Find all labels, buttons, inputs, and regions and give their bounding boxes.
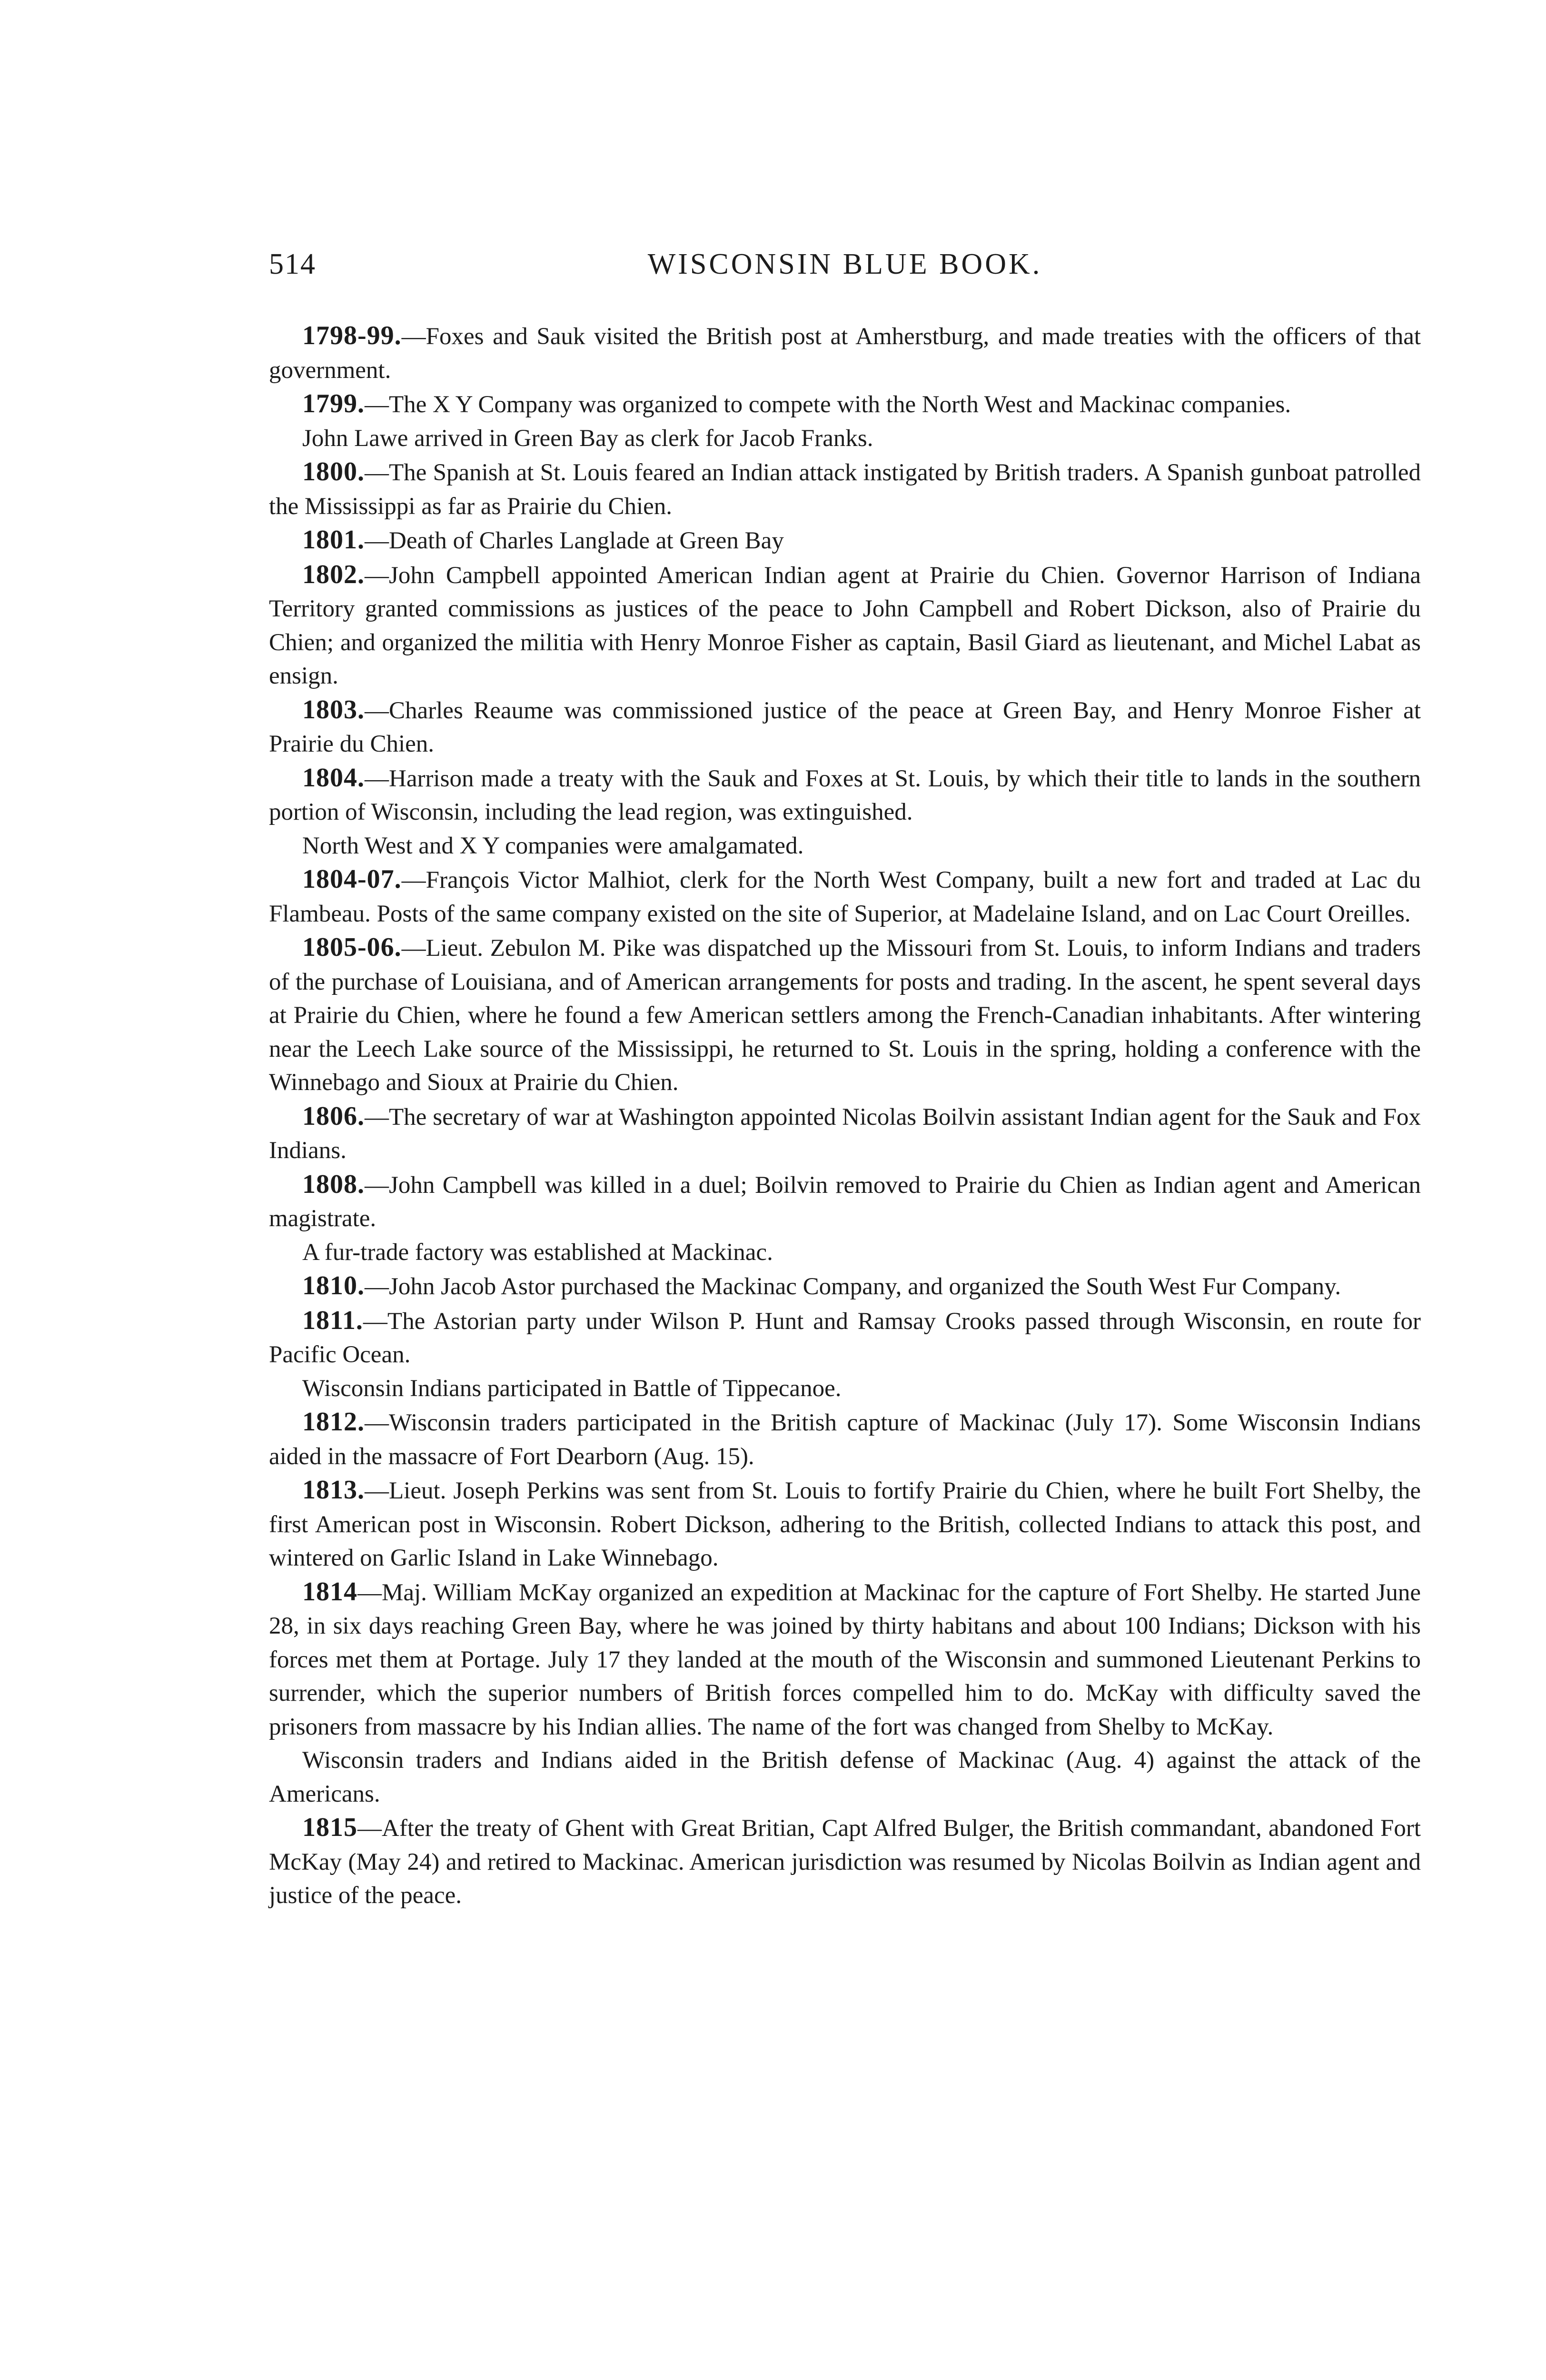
entry-text: —The secretary of war at Washington appointed Nicolas Boilvin assistant Indian agent for the Sauk and Fox Indians.	[269, 1103, 1421, 1164]
entry-text: —Harrison made a treaty with the Sauk and Foxes at St. Louis, by which their title to lands in the southern portion of Wisconsin, including the lead region, was extinguished.	[269, 765, 1421, 825]
entry-1804-companies	[269, 829, 1421, 863]
entry-text: —Lieut. Zebulon M. Pike was dispatched up the Missouri from St. Louis, to inform Indians and traders of the purchase of Louisiana, and of American arrangements for posts and trading. In the ascent, he spent several days at Prairie du Chien, where he found a few American settlers among the French-Canadian inhabitants. After wintering near the Leech Lake source of the Mississippi, he returned to St. Louis in the spring, holding a conference with the Winnebago and Sioux at Prairie du Chien.	[269, 935, 1421, 1096]
entry-text: —The Astorian party under Wilson P. Hunt and Ramsay Crooks passed through Wisconsin, en route for Pacific Ocean.	[269, 1308, 1421, 1368]
entry-year: 1805-06.	[302, 932, 402, 962]
entry-text: A fur-trade factory was established at Mackinac.	[302, 1239, 773, 1266]
entry-text: —The X Y Company was organized to compete with the North West and Mackinac companies.	[365, 391, 1291, 418]
running-head	[269, 248, 1421, 290]
entry-1808	[269, 1168, 1421, 1236]
entry-year: 1815	[302, 1813, 357, 1842]
entry-year: 1813.	[302, 1475, 365, 1505]
entry-1806	[269, 1100, 1421, 1168]
entry-text: —Wisconsin traders participated in the British capture of Mackinac (July 17). Some Wisconsin Indians aided in the massacre of Fort Dearborn (Aug. 15).	[269, 1409, 1421, 1470]
entry-year: 1812.	[302, 1407, 365, 1437]
entry-text: John Lawe arrived in Green Bay as clerk for Jacob Franks.	[302, 425, 873, 452]
entry-text: —John Campbell appointed American Indian agent at Prairie du Chien. Governor Harrison of Indiana Territory granted commissions as justices of the peace to John Campbell and Robert Dickson, also of Prairie du Chien; and organized the militia with Henry Monroe Fisher as captain, Basil Giard as lieutenant, and Michel Labat as ensign.	[269, 562, 1421, 689]
entry-text: —John Campbell was killed in a duel; Boilvin removed to Prairie du Chien as Indian agent and American magistrate.	[269, 1171, 1421, 1232]
entry-text: —Death of Charles Langlade at Green Bay	[365, 527, 784, 554]
entry-1813	[269, 1473, 1421, 1575]
entry-year: 1804.	[302, 763, 365, 793]
entry-1804	[269, 761, 1421, 829]
entry-text: —After the treaty of Ghent with Great Britian, Capt Alfred Bulger, the British commandant, abandoned Fort McKay (May 24) and retired to Mackinac. American jurisdiction was resumed by Nicolas Boilvin as Indian agent and justice of the peace.	[269, 1815, 1421, 1909]
entry-year: 1800.	[302, 457, 365, 486]
entry-1800	[269, 455, 1421, 523]
entry-year: 1802.	[302, 559, 365, 589]
entry-text: —Charles Reaume was commissioned justice of the peace at Green Bay, and Henry Monroe Fisher at Prairie du Chien.	[269, 697, 1421, 757]
entry-1802	[269, 558, 1421, 693]
entry-1799-lawe	[269, 422, 1421, 456]
entry-text: Wisconsin traders and Indians aided in the British defense of Mackinac (Aug. 4) against the attack of the Americans.	[269, 1747, 1421, 1807]
entry-1812	[269, 1405, 1421, 1473]
entry-1815	[269, 1811, 1421, 1913]
entry-1811-tippecanoe	[269, 1372, 1421, 1406]
page-number: 514	[269, 248, 316, 280]
entry-1801	[269, 523, 1421, 558]
entry-1803	[269, 693, 1421, 761]
entry-year: 1806.	[302, 1101, 365, 1131]
entry-year: 1810.	[302, 1271, 365, 1300]
entry-1811	[269, 1304, 1421, 1372]
chronology-text	[269, 319, 1421, 1913]
entry-text: —François Victor Malhiot, clerk for the North West Company, built a new fort and traded at Lac du Flambeau. Posts of the same company existed on the site of Superior, at Madelaine Island, and on Lac Court Oreilles.	[269, 867, 1421, 927]
entry-text: Wisconsin Indians participated in Battle of Tippecanoe.	[302, 1375, 842, 1402]
entry-text: —John Jacob Astor purchased the Mackinac Company, and organized the South West Fur Company.	[365, 1273, 1341, 1300]
entry-text: North West and X Y companies were amalgamated.	[302, 832, 804, 859]
entry-year: 1803.	[302, 694, 365, 724]
entry-1799	[269, 387, 1421, 422]
entry-text: —Lieut. Joseph Perkins was sent from St. Louis to fortify Prairie du Chien, where he built Fort Shelby, the first American post in Wisconsin. Robert Dickson, adhering to the British, collected Indians to attack this post, and wintered on Garlic Island in Lake Winnebago.	[269, 1478, 1421, 1571]
entry-1814-defense	[269, 1744, 1421, 1811]
entry-text: —Foxes and Sauk visited the British post at Amherstburg, and made treaties with the officers of that government.	[269, 323, 1421, 384]
entry-1804-07	[269, 863, 1421, 931]
entry-year: 1798-99.	[302, 321, 402, 350]
entry-1810	[269, 1269, 1421, 1304]
entry-year: 1808.	[302, 1169, 365, 1199]
entry-1814	[269, 1575, 1421, 1744]
entry-year: 1801.	[302, 525, 365, 555]
page	[269, 248, 1421, 1913]
entry-year: 1799.	[302, 389, 365, 418]
entry-1808-factory	[269, 1236, 1421, 1269]
entry-1805-06	[269, 931, 1421, 1100]
entry-text: —The Spanish at St. Louis feared an Indian attack instigated by British traders. A Spanish gunboat patrolled the Mississippi as far as Prairie du Chien.	[269, 459, 1421, 520]
entry-year: 1804-07.	[302, 864, 402, 894]
entry-year: 1811.	[302, 1305, 363, 1335]
entry-year: 1814	[302, 1577, 357, 1606]
entry-1798-99	[269, 319, 1421, 387]
book-title: WISCONSIN BLUE BOOK.	[647, 248, 1042, 280]
entry-text: —Maj. William McKay organized an expedition at Mackinac for the capture of Fort Shelby. He started June 28, in six days reaching Green Bay, where he was joined by thirty habitans and about 100 Indians; Dickson with his forces met them at Portage. July 17 they landed at the mouth of the Wisconsin and summoned Lieutenant Perkins to surrender, which the superior numbers of British forces compelled him to do. McKay with difficulty saved the prisoners from massacre by his Indian allies. The name of the fort was changed from Shelby to McKay.	[269, 1579, 1421, 1740]
